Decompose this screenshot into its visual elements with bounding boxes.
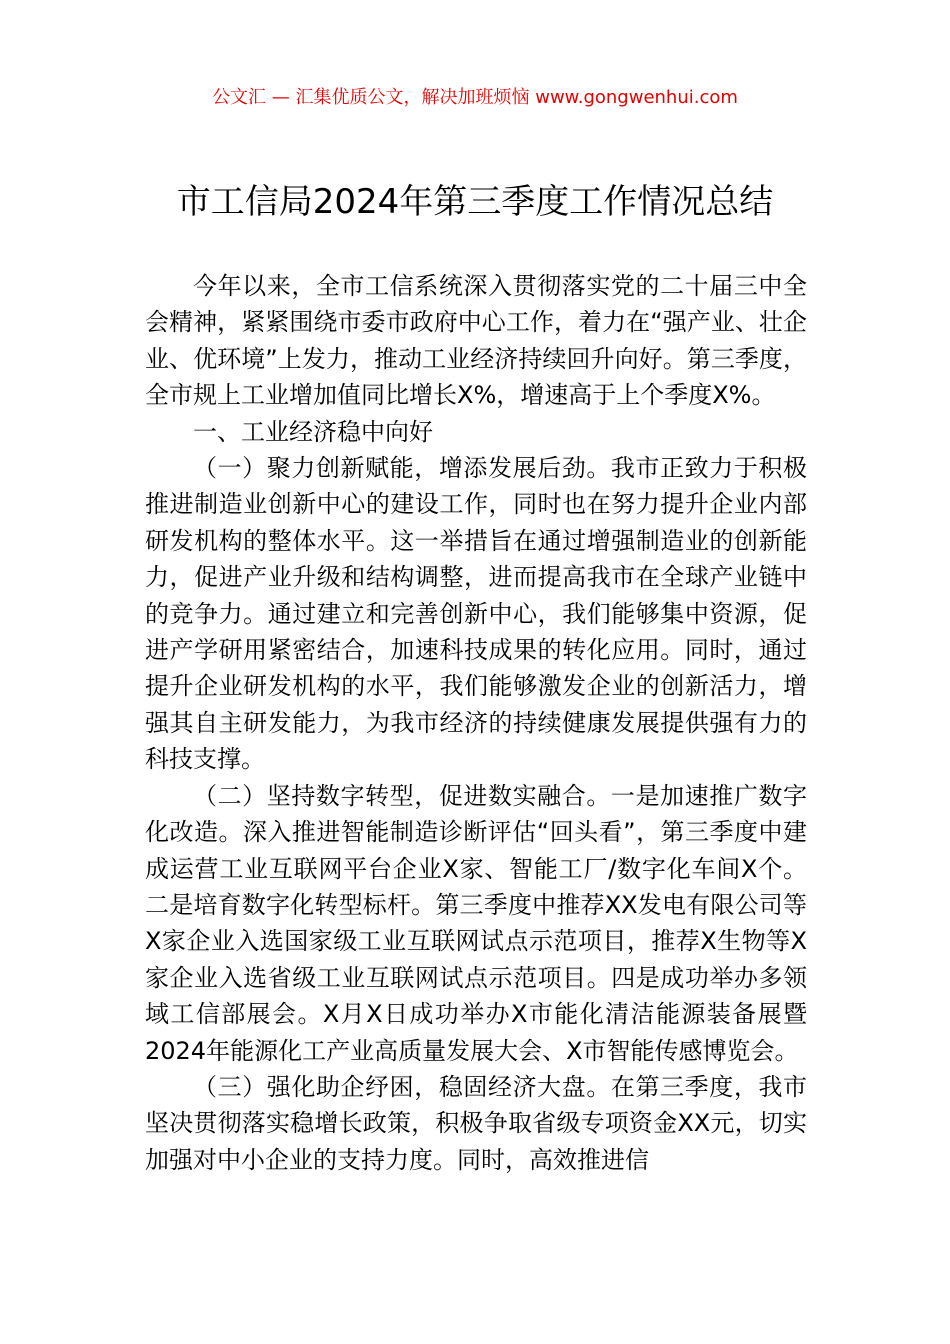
body-paragraph: （三）强化助企纾困，稳固经济大盘。在第三季度，我市坚决贯彻落实稳增长政策，积极争取省级专项资金XX元，切实加强对中小企业的支持力度。同时，高效推进信	[145, 1072, 807, 1174]
intro-paragraph: 今年以来，全市工信系统深入贯彻落实党的二十届三中全会精神，紧紧围绕市委市政府中心工作，着力在“强产业、壮企业、优环境”上发力，推动工业经济持续回升向好。第三季度，全市规上工业增加值同比增长X%，增速高于上个季度X%。	[145, 272, 807, 410]
body-paragraph: （一）聚力创新赋能，增添发展后劲。我市正致力于积极推进制造业创新中心的建设工作，同时也在努力提升企业内部研发机构的整体水平。这一举措旨在通过增强制造业的创新能力，促进产业升级和结构调整，进而提高我市在全球产业链中的竞争力。通过建立和完善创新中心，我们能够集中资源，促进产学研用紧密结合，加速科技成果的转化应用。同时，通过提升企业研发机构的水平，我们能够激发企业的创新活力，增强其自主研发能力，为我市经济的持续健康发展提供强有力的科技支撑。	[145, 454, 807, 774]
body-paragraph: （二）坚持数字转型，促进数实融合。一是加速推广数字化改造。深入推进智能制造诊断评估“回头看”，第三季度中建成运营工业互联网平台企业X家、智能工厂/数字化车间X个。二是培育数字化转型标杆。第三季度中推荐XX发电有限公司等X家企业入选国家级工业互联网试点示范项目，推荐X生物等X家企业入选省级工业互联网试点示范项目。四是成功举办多领域工信部展会。X月X日成功举办X市能化清洁能源装备展暨2024年能源化工产业高质量发展大会、X市智能传感博览会。	[145, 781, 807, 1065]
header-banner: 公文汇 — 汇集优质公文，解决加班烦恼 www.gongwenhui.com	[212, 87, 738, 108]
section-heading: 一、工业经济稳中向好	[193, 417, 433, 446]
document-body	[145, 268, 807, 1178]
document-title: 市工信局2024年第三季度工作情况总结	[176, 182, 774, 222]
